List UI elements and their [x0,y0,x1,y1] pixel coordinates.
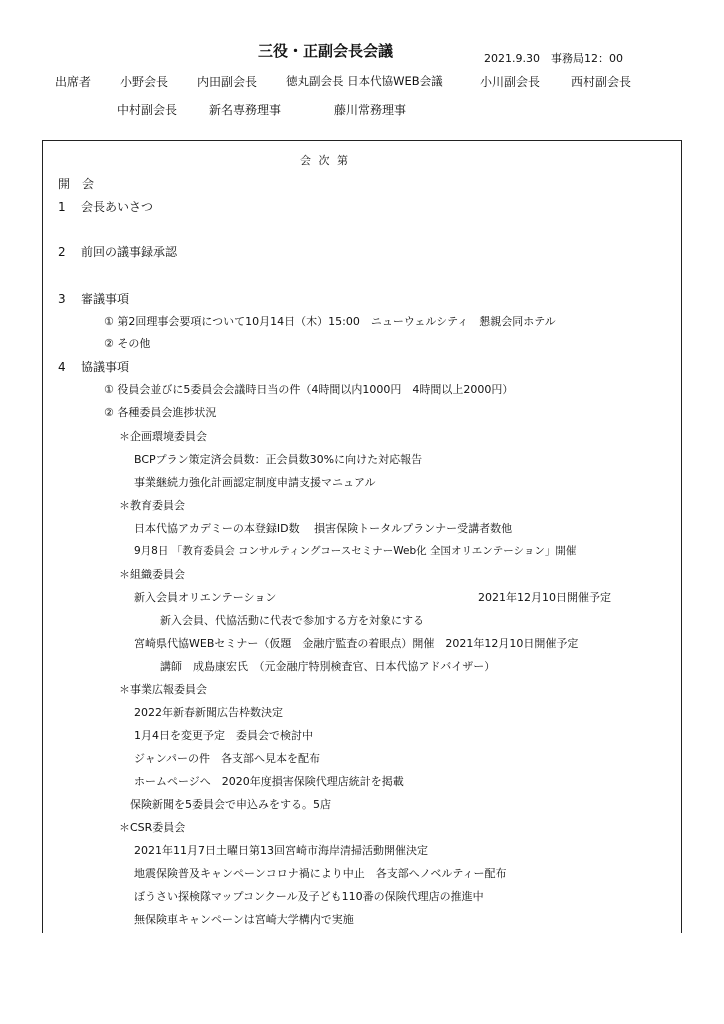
page-title: 三役・正副会長会議 [258,42,394,60]
committee-name: ＊教育委員会 [119,499,185,512]
committee-name: ＊CSR委員会 [119,821,186,834]
committee-line: 2021年11月7日土曜日第13回宮崎市海岸清掃活動開催決定 [134,844,428,857]
attendees-label: 出席者 [55,75,92,89]
subitem: ① 第2回理事会要項について10月14日（木）15:00 ニューウェルシティ 懇親会同ホテル [104,315,556,328]
committee-name: ＊企画環境委員会 [119,430,207,443]
item-label: 審議事項 [81,292,130,306]
committee-name: ＊組織委員会 [119,568,185,581]
committee-line: 地震保険普及キャンペーンコロナ禍により中止 各支部へノベルティー配布 [134,867,507,880]
opening: 開 会 [58,177,95,191]
committee-line: 事業継続力強化計画認定制度申請支援マニュアル [134,476,376,489]
committee-line: ぼうさい探検隊マップコンクール及子ども110番の保険代理店の推進中 [134,890,484,903]
committee-line: 無保険車キャンペーンは宮崎大学構内で実施 [134,913,354,926]
committee-name: ＊事業広報委員会 [119,683,207,696]
item-number: 3 [58,292,66,306]
attendee: 小野会長 [120,75,169,89]
committee-line: 宮崎県代協WEBセミナー（仮題 金融庁監査の着眼点）開催 2021年12月10日開催予定 [134,637,579,650]
event-date: 2021年12月10日開催予定 [478,591,611,604]
item-label: 会長あいさつ [81,200,154,214]
item-label: 前回の議事録承認 [81,245,178,259]
committee-line: ホームページへ 2020年度損害保険代理店統計を掲載 [134,775,404,788]
item-number: 4 [58,360,66,374]
date-place: 2021.9.30 事務局12：00 [484,52,623,65]
committee-line: 講師 成島康宏氏 （元金融庁特別検査官、日本代協アドバイザー） [160,660,496,673]
attendee: 小川副会長 [480,75,541,89]
attendee: 内田副会長 [197,75,258,89]
committee-line: 新入会員、代協活動に代表で参加する方を対象にする [160,614,424,627]
committee-line: 1月4日を変更予定 委員会で検討中 [134,729,313,742]
agenda-heading: 会 次 第 [300,154,350,167]
committee-line: BCPプラン策定済会員数：正会員数30%に向けた対応報告 [134,453,423,466]
committee-line: 新入会員オリエンテーション [134,591,277,604]
item-number: 2 [58,245,66,259]
attendee: 新名専務理事 [209,103,282,117]
attendee: 中村副会長 [117,103,178,117]
attendee: 徳丸副会長 日本代協WEB会議 [286,74,443,88]
item-label: 協議事項 [81,360,130,374]
committee-line: 9月8日 「教育委員会 コンサルティングコースセミナーWeb化 全国オリエンテーション」開催 [134,545,577,557]
subitem: ① 役員会並びに5委員会会議時日当の件（4時間以内1000円 4時間以上2000円） [104,383,514,396]
committee-line: 2022年新春新聞広告枠数決定 [134,706,283,719]
subitem: ② 各種委員会進捗状況 [104,406,217,419]
subitem: ② その他 [104,337,151,350]
attendee: 藤川常務理事 [334,103,407,117]
attendee: 西村副会長 [571,75,632,89]
committee-line: 保険新聞を5委員会で申込みをする。5店 [130,798,331,811]
item-number: 1 [58,200,66,214]
committee-line: ジャンパーの件 各支部へ見本を配布 [134,752,321,765]
committee-line: 日本代協アカデミーの本登録ID数 損害保険トータルプランナー受講者数他 [134,522,513,535]
